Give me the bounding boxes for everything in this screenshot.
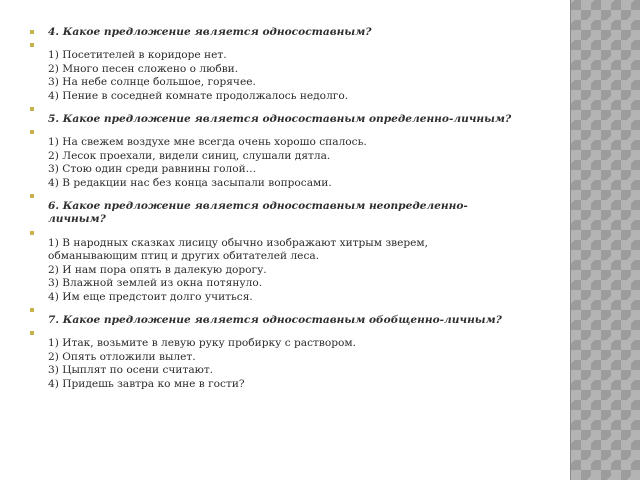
answer-option: 4) В редакции нас без конца засыпали вопросами.	[48, 176, 332, 189]
question-4	[30, 26, 550, 39]
answers-block-7	[30, 327, 550, 391]
bullet-icon	[30, 194, 34, 198]
answer-option: 1) Посетителей в коридоре нет.	[48, 49, 227, 62]
quiz-content	[30, 26, 550, 391]
answer-option: 2) И нам пора опять в далекую дорогу.	[48, 263, 267, 276]
answer-option: 2) Опять отложили вылет.	[48, 350, 196, 363]
decorative-side-pattern	[570, 0, 640, 480]
question-title: 5. Какое предложение является односоставным определенно-личным?	[48, 113, 512, 126]
answer-option: 3) Стою один среди равнины голой…	[48, 163, 257, 176]
bullet-icon	[30, 231, 34, 235]
bullet-icon	[30, 331, 34, 335]
question-title: 4. Какое предложение является односоставным?	[48, 26, 372, 38]
bullet-icon	[30, 308, 34, 312]
answer-option: 3) На небе солнце большое, горячее.	[48, 76, 256, 89]
question-title: 7. Какое предложение является односоставным обобщенно-личным?	[48, 313, 502, 326]
answer-option: 1) Итак, возьмите в левую руку пробирку с раствором.	[48, 337, 357, 350]
answer-option: 4) Придешь завтра ко мне в гости?	[48, 377, 245, 390]
bullet-icon	[30, 30, 34, 34]
answers-block-5	[30, 126, 550, 190]
answer-option: 4) Пение в соседней комнате продолжалось недолго.	[48, 89, 349, 102]
answer-option: 2) Много песен сложено о любви.	[48, 62, 239, 75]
answer-option: 4) Им еще предстоит долго учиться.	[48, 290, 253, 303]
question-6	[30, 190, 550, 227]
bullet-icon	[30, 43, 34, 47]
answer-option: 3) Цыплят по осени считают.	[48, 364, 214, 377]
bullet-icon	[30, 130, 34, 134]
answers-block-4	[30, 39, 550, 103]
question-7	[30, 304, 550, 327]
answer-option: 3) Влажной землей из окна потянуло.	[48, 277, 263, 290]
question-5	[30, 103, 550, 126]
answer-option: 2) Лесок проехали, видели синиц, слушали дятла.	[48, 149, 331, 162]
answers-block-6	[30, 227, 550, 304]
question-title: 6. Какое предложение является односоставным неопределенно-личным?	[48, 200, 468, 226]
bullet-icon	[30, 107, 34, 111]
answer-option: 1) На свежем воздухе мне всегда очень хорошо спалось.	[48, 136, 367, 149]
answer-option: 1) В народных сказках лисицу обычно изображают хитрым зверем, обманывающим птиц и других обитателей леса.	[48, 236, 428, 263]
